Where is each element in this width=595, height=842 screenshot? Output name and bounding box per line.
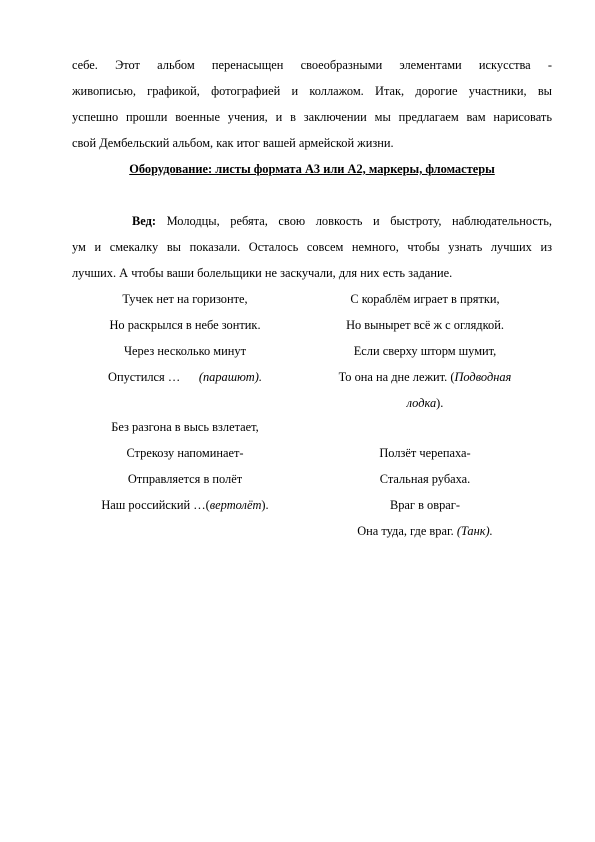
- lead-line-1: [132, 214, 552, 229]
- riddle-line: Если сверху шторм шумит,: [353, 344, 497, 358]
- riddle-answer-continued: [312, 390, 538, 416]
- lead-line-1-text: Молодцы, ребята, свою ловкость и быстроту, наблюдательность,: [156, 214, 552, 228]
- riddle-line: Наш российский …(: [101, 498, 210, 512]
- riddle-line: Ползёт черепаха-: [379, 446, 471, 460]
- riddle-answer: Подводная: [454, 370, 512, 384]
- riddle-submarine: [312, 286, 538, 416]
- riddle-parachute: [60, 286, 310, 390]
- riddle-line: Она туда, где враг.: [357, 524, 457, 538]
- riddle-answer-end: ).: [261, 498, 269, 512]
- riddle-answer: (парашют).: [198, 370, 262, 384]
- riddle-line: То она на дне лежит. (: [338, 370, 455, 384]
- riddle-line-with-answer: [312, 518, 538, 544]
- riddle-answer-end: ).: [436, 396, 444, 410]
- riddle-line: Но вынырет всё ж с оглядкой.: [346, 318, 504, 332]
- lead-speaker: Вед:: [132, 214, 156, 228]
- riddle-line: Но раскрылся в небе зонтик.: [109, 318, 261, 332]
- riddle-line-with-answer: [60, 364, 310, 390]
- riddle-line: Отправляется в полёт: [127, 472, 243, 486]
- equipment-heading: Оборудование: листы формата А3 или А2, маркеры, фломастеры: [129, 162, 495, 176]
- riddle-line: Опустился …: [108, 370, 181, 384]
- riddle-line: Стальная рубаха.: [379, 472, 471, 486]
- riddle-line: Стрекозу напоминает-: [126, 446, 244, 460]
- lead-line-2: ум и смекалку вы показали. Осталось совсем немного, чтобы узнать лучших из: [72, 240, 552, 254]
- intro-line-4: свой Дембельский альбом, как итог вашей армейской жизни.: [72, 136, 394, 150]
- intro-line-3: успешно прошли военные учения, и в заключении мы предлагаем вам нарисовать: [72, 110, 552, 124]
- intro-line-2: живописью, графикой, фотографией и коллажом. Итак, дорогие участники, вы: [72, 84, 552, 98]
- lead-line-3: лучших. А чтобы ваши болельщики не заскучали, для них есть задание.: [72, 266, 453, 280]
- riddle-answer: вертолёт: [209, 498, 262, 512]
- riddle-line: Без разгона в высь взлетает,: [111, 420, 259, 434]
- intro-line-1: себе. Этот альбом перенасыщен своеобразными элементами искусства -: [72, 58, 552, 72]
- riddle-line: Тучек нет на горизонте,: [122, 292, 248, 306]
- riddle-answer: (Танк).: [456, 524, 493, 538]
- riddle-helicopter: [60, 414, 310, 518]
- riddle-line-with-answer: [60, 492, 310, 518]
- riddle-answer: лодка: [406, 396, 437, 410]
- riddle-tank: [312, 440, 538, 544]
- riddle-line: Враг в овраг-: [389, 498, 461, 512]
- riddle-line: С кораблём играет в прятки,: [350, 292, 500, 306]
- riddle-line-with-answer: [312, 364, 538, 390]
- riddle-line: Через несколько минут: [124, 344, 246, 358]
